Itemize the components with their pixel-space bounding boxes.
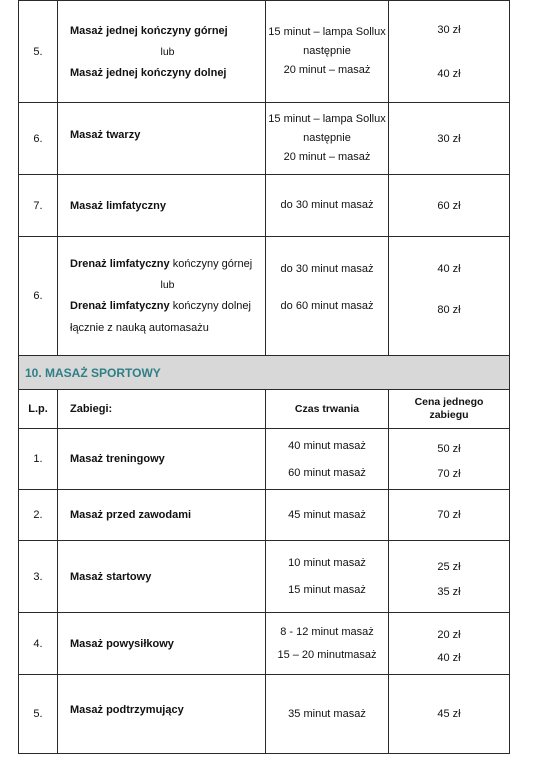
- treatment-name: [70, 253, 265, 275]
- duration-line: do 30 minut masaż: [280, 199, 374, 211]
- table-row: [19, 429, 510, 490]
- treatment-name-bold: Drenaż limfatyczny: [70, 300, 170, 312]
- treatment-name: Masaż powysiłkowy: [70, 637, 174, 650]
- duration-line: 15 minut – lampa Sollux: [268, 26, 386, 38]
- table-row: [19, 103, 510, 175]
- duration-cell: [266, 103, 389, 175]
- duration-line: 60 minut masaż: [288, 466, 366, 479]
- treatment-name: Masaż przed zawodami: [70, 509, 192, 521]
- price-table: [18, 0, 510, 754]
- treatment-name-rest: kończyny górnej: [169, 258, 253, 270]
- duration-line: 15 – 20 minutmasaż: [277, 649, 377, 661]
- duration-line: 40 minut masaż: [288, 439, 366, 452]
- price-cell: [389, 675, 510, 754]
- price-value: 60 zł: [437, 199, 461, 212]
- duration-line: 45 minut masaż: [288, 508, 366, 521]
- duration-cell: [266, 429, 389, 490]
- treatment-name-cell: [58, 541, 266, 613]
- table-row: [19, 613, 510, 675]
- treatment-name: Masaż podtrzymujący: [70, 704, 184, 716]
- duration-line: 20 minut – masaż: [283, 64, 371, 76]
- price-value: 30 zł: [437, 23, 461, 36]
- table-row: [19, 175, 510, 237]
- price-cell: [389, 175, 510, 237]
- section-header-row: [19, 356, 510, 390]
- price-value: 80 zł: [437, 304, 461, 316]
- duration-cell: [266, 237, 389, 356]
- treatment-name-cell: [58, 1, 266, 103]
- duration-line: 15 minut – lampa Sollux: [268, 113, 386, 125]
- treatment-name: Masaż startowy: [70, 570, 152, 583]
- row-number: 2.: [19, 490, 58, 541]
- price-cell: [389, 1, 510, 103]
- row-number: 5.: [19, 1, 58, 103]
- treatment-name: Masaż jednej kończyny górnej: [70, 24, 228, 37]
- price-value: 35 zł: [437, 585, 461, 598]
- row-number: 6.: [19, 237, 58, 356]
- table-row: [19, 490, 510, 541]
- duration-line: 35 minut masaż: [288, 707, 366, 720]
- price-value: 50 zł: [437, 443, 461, 455]
- row-number: 7.: [19, 175, 58, 237]
- price-cell: [389, 490, 510, 541]
- row-number: 1.: [19, 429, 58, 490]
- row-number: 3.: [19, 541, 58, 613]
- price-cell: [389, 541, 510, 613]
- row-number: 4.: [19, 613, 58, 675]
- table-row: [19, 541, 510, 613]
- price-value: 20 zł: [437, 628, 461, 641]
- price-cell: [389, 237, 510, 356]
- duration-line: następnie: [303, 132, 351, 144]
- price-value: 40 zł: [437, 263, 461, 275]
- treatment-name-cell: [58, 103, 266, 175]
- duration-line: następnie: [303, 45, 351, 57]
- duration-cell: [266, 175, 389, 237]
- treatment-name-cell: [58, 237, 266, 356]
- table-row: [19, 675, 510, 754]
- table-row: [19, 237, 510, 356]
- duration-cell: [266, 675, 389, 754]
- row-number: 6.: [19, 103, 58, 175]
- treatment-name: [70, 295, 265, 317]
- duration-cell: [266, 490, 389, 541]
- price-value: 45 zł: [437, 708, 461, 720]
- duration-cell: [266, 1, 389, 103]
- treatment-name-cell: [58, 675, 266, 754]
- column-header-row: [19, 390, 510, 429]
- treatment-name-cell: [58, 490, 266, 541]
- price-value: 40 zł: [437, 651, 461, 664]
- treatment-note: łącznie z nauką automasażu: [70, 322, 209, 334]
- header-price: Cena jednego zabiegu: [389, 390, 510, 429]
- treatment-name-cell: [58, 429, 266, 490]
- price-value: 70 zł: [437, 468, 461, 480]
- treatment-name-bold: Drenaż limfatyczny: [70, 258, 170, 270]
- price-cell: [389, 429, 510, 490]
- treatment-name-rest: kończyny dolnej: [169, 300, 251, 312]
- price-value: 30 zł: [437, 132, 461, 145]
- treatment-name: Masaż twarzy: [70, 128, 141, 141]
- treatment-name-cell: [58, 175, 266, 237]
- header-duration: Czas trwania: [266, 390, 389, 429]
- duration-cell: [266, 613, 389, 675]
- table-row: [19, 1, 510, 103]
- duration-line: 15 minut masaż: [288, 584, 366, 596]
- duration-line: do 60 minut masaż: [280, 299, 374, 312]
- duration-line: 10 minut masaż: [288, 557, 366, 569]
- or-label: lub: [160, 279, 175, 291]
- duration-line: do 30 minut masaż: [280, 262, 374, 275]
- treatment-name: Masaż treningowy: [70, 453, 165, 465]
- or-label: lub: [160, 45, 175, 58]
- header-lp: L.p.: [19, 390, 58, 429]
- price-value: 40 zł: [437, 67, 461, 80]
- header-treatments: Zabiegi:: [58, 390, 266, 429]
- treatment-name-cell: [58, 613, 266, 675]
- section-title: 10. MASAŻ SPORTOWY: [19, 356, 510, 390]
- row-number: 5.: [19, 675, 58, 754]
- price-value: 25 zł: [437, 560, 461, 573]
- price-cell: [389, 613, 510, 675]
- treatment-name: Masaż limfatyczny: [70, 199, 166, 212]
- duration-line: 8 - 12 minut masaż: [280, 626, 374, 638]
- duration-line: 20 minut – masaż: [283, 151, 371, 163]
- treatment-name: Masaż jednej kończyny dolnej: [70, 66, 227, 79]
- price-cell: [389, 103, 510, 175]
- duration-cell: [266, 541, 389, 613]
- price-value: 70 zł: [437, 509, 461, 521]
